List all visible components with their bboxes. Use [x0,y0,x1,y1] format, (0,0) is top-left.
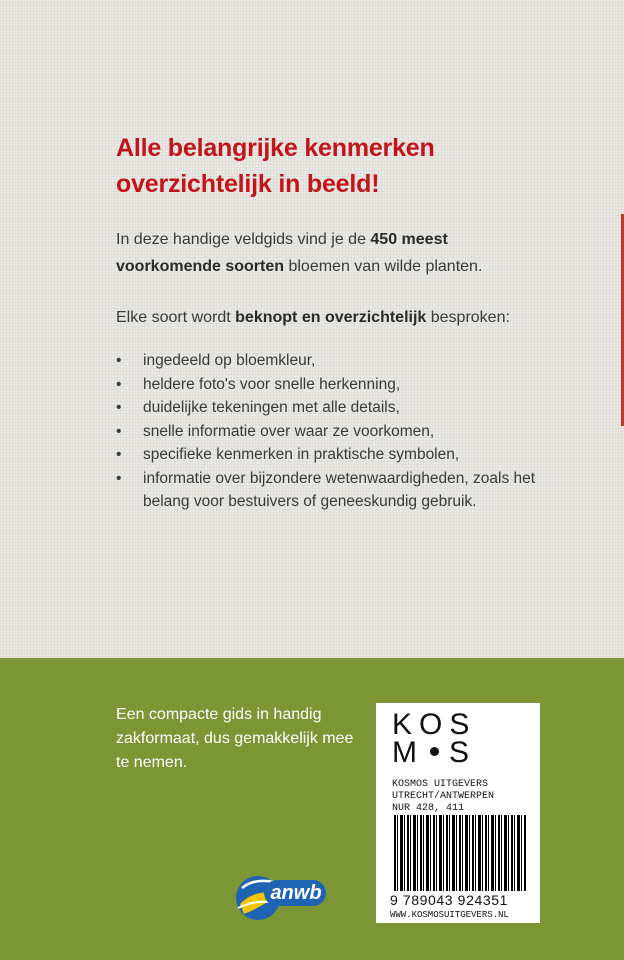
elke-bold: beknopt en overzichtelijk [235,309,427,326]
elke-text-2: besproken: [426,309,510,326]
list-item-text: duidelijke tekeningen met alle details, [143,399,400,416]
description-paragraph [116,304,536,331]
kosmos-logo [392,708,477,769]
intro-text-1: In deze handige veldgids vind je de [116,231,371,248]
nur-code: NUR 428, 411 [392,803,465,814]
headline [116,130,536,202]
bullet-icon: • [116,352,122,369]
list-item-text: specifieke kenmerken in praktische symbolen, [143,446,460,463]
list-item [116,373,536,397]
list-item [116,396,536,420]
logo-line-2 [392,736,477,769]
tagline: Een compacte gids in handig zakformaat, dus gemakkelijk mee te nemen. [116,706,354,771]
logo-letter-s: S [449,736,477,769]
publisher-website: WWW.KOSMOSUITGEVERS.NL [390,910,509,920]
logo-line-1: KOS [392,708,477,741]
publisher-info [392,779,494,815]
bullet-icon: • [116,422,122,440]
elke-text-1: Elke soort wordt [116,309,236,326]
bullet-icon: • [116,446,122,463]
headline-line-2: overzichtelijk in beeld! [116,170,380,198]
logo-dot-icon [430,747,439,756]
publisher-city: UTRECHT/ANTWERPEN [392,791,495,802]
list-item [116,349,536,373]
bullet-icon: • [116,375,122,393]
publisher-label [376,703,540,923]
anwb-globe-logo-icon [234,858,330,928]
publisher-name: KOSMOS UITGEVERS [392,779,489,790]
list-item [116,443,536,467]
bullet-icon: • [116,469,122,487]
barcode-icon [394,815,526,891]
anwb-wordmark: anwb [270,882,322,904]
cover-text-block [116,130,536,514]
list-item-text: snelle informatie over waar ze voorkomen, [143,422,435,440]
bullet-icon: • [116,399,122,416]
feature-list [116,349,536,514]
list-item-text: ingedeeld op bloemkleur, [143,352,316,369]
list-item-text: heldere foto's voor snelle herkenning, [143,375,401,393]
isbn-number: 9 789043 924351 [390,892,508,908]
list-item [116,467,536,514]
intro-paragraph [116,226,536,280]
logo-letter-m: M [392,736,424,769]
intro-text-2: bloemen van wilde planten. [284,258,483,275]
list-item-text: informatie over bijzondere wetenwaardigheden, zoals het belang voor bestuivers of geneeskundig gebruik. [143,469,536,510]
list-item [116,420,536,444]
headline-line-1: Alle belangrijke kenmerken [116,134,435,162]
intro-bold: 450 meest voorkomende soorten [116,231,448,275]
